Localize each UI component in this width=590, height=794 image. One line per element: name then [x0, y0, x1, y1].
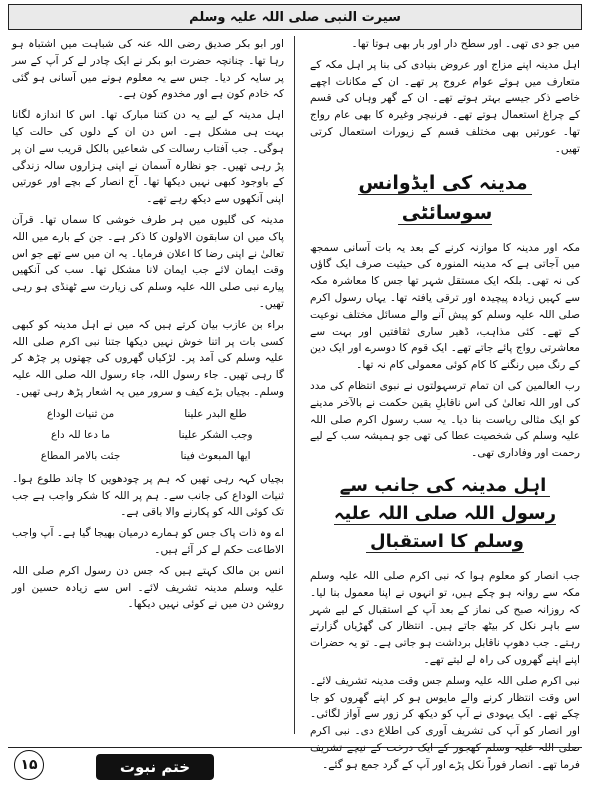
page-number: ۱۵ — [14, 750, 44, 780]
paragraph: مدینہ کی گلیوں میں ہر طرف خوشی کا سماں تھا۔ قرآن پاک میں ان سابقون الاولون کا ذکر ہے۔ جن کے بارے میں اللہ تعالیٰ نے اپنی رضا کا اعلان فرمایا۔ یہ ان میں سے تھے جو اس وقت ایمان لائے جب ایمان لانا مشکل تھا۔ سب کی آنکھیں پیارے نبی صلی اللہ علیہ وسلم کی زیارت سے ٹھنڈی ہو رہی تھیں۔ — [12, 213, 284, 310]
paragraph: نبی اکرم صلی اللہ علیہ وسلم جس وقت مدینہ تشریف لائے۔ اس وقت انتظار کرنے والے مایوس ہو کر اپنے گھروں کو جا چکے تھے۔ ایک یہودی نے آپ کو دیکھ کر زور سے آواز لگائی۔ اور انصار کو آپ کی تشریف آوری کی اطلاع دی۔ نبی اکرم صلی اللہ علیہ وسلم کھجور کے ایک درخت کے نیچے تشریف فرما تھے۔ انصار فوراً نکل پڑے اور آپ کے گرد جمع ہو گئے۔ — [310, 674, 580, 771]
poem-verse: جئت بالامر المطاع — [40, 449, 121, 462]
paragraph: بچیاں کہہ رہی تھیں کہ ہم پر چودھویں کا چاند طلوع ہوا۔ ثنیات الوداع کی جانب سے۔ ہم پر اللہ کا شکر واجب ہے جب تک کوئی اللہ کو پکارنے والا باقی ہے۔ — [12, 472, 284, 519]
left-column — [12, 36, 284, 732]
paragraph: مکہ اور مدینہ کا موازنہ کرنے کے بعد یہ بات آسانی سمجھ میں آجاتی ہے کہ مدینہ المنورہ کی حیثیت صرف ایک گاؤں کی نہ تھی۔ بلکہ ایک مستقل شہر تھا جس کا معاشرہ مکہ سے کہیں زیادہ پیچیدہ اور ترقی یافتہ تھا۔ یہاں رسول اکرم صلی اللہ علیہ وسلم کو پیش آنے والے مسائل مختلف نوعیت کے تھے۔ کئی مذاہب، ڈھیر ساری ثقافتیں اور بہت سے معاشرتی رواج پائے جاتے تھے۔ ایک قوم کا دوسرے اور ایک دین کے رنگ میں رنگنے کا کام کوئی معمولی کام نہ تھا۔ — [310, 241, 580, 372]
right-column — [310, 36, 580, 771]
column-divider — [294, 36, 295, 734]
magazine-logo: ختم نبوت — [96, 754, 214, 780]
poem-verse: من ثنیات الوداع — [46, 407, 115, 420]
paragraph: میں جو دی تھی۔ اور سطح دار اور بار بھی ہوتا تھا۔ — [351, 38, 580, 50]
poem-verse: وجب الشکر علینا — [178, 428, 253, 441]
section-heading — [310, 168, 580, 228]
paragraph: اہل مدینہ کے لیے یہ دن کتنا مبارک تھا۔ اس کا اندازہ لگانا بہت ہی مشکل ہے۔ اس دن ان کے دلوں کی حالت کیا ہوگی۔ جب آفتاب رسالت کی شعاعیں بالکل قریب سے ان پر پڑ رہی تھیں۔ جو نظارہ آسمان نے اپنی ہزاروں سالہ زندگی کے باوجود کبھی نہیں دیکھا تھا۔ آج انصار کے بچے اور عورتیں اپنی آنکھوں سے دیکھ رہے تھے۔ — [12, 109, 284, 206]
page-footer — [8, 747, 582, 786]
poem-verses — [20, 405, 276, 465]
paragraph: براء بن عازب بیان کرتے ہیں کہ میں نے اہل مدینہ کو کبھی کسی بات پر اتنا خوش نہیں دیکھا جتنا نبی اکرم صلی اللہ علیہ وسلم کی آمد پر۔ لڑکیاں گھروں کی چھتوں پر چڑھ کر گا رہی تھیں۔ جاء رسول اللہ، جاء رسول اللہ صلی اللہ علیہ وسلم۔ بچیاں بڑے کیف و سرور میں یہ اشعار پڑھ رہی تھیں۔ — [12, 318, 284, 398]
section-heading-text: مدینہ کی ایڈوانس سوسائٹی — [358, 172, 531, 225]
header-title: سیرت النبی صلی اللہ علیہ وسلم — [189, 9, 401, 25]
paragraph: اے وہ ذات پاک جس کو ہمارے درمیان بھیجا گیا ہے۔ آپ واجب الاطاعت حکم لے کر آئے ہیں۔ — [12, 527, 284, 556]
section-heading-text: اہل مدینہ کی جانب سے رسول اللہ صلی اللہ علیہ وسلم کا استقبال — [333, 474, 557, 552]
poem-verse: ما دعا للہ داع — [50, 428, 111, 441]
paragraph: انس بن مالک کہتے ہیں کہ جس دن رسول اکرم صلی اللہ علیہ وسلم مدینہ تشریف لائے۔ اس سے زیادہ حسین اور روشن دن میں نے کوئی نہیں دیکھا۔ — [12, 564, 284, 611]
poem-verse: طلع البدر علینا — [184, 407, 247, 420]
section-heading — [310, 472, 580, 556]
paragraph: اور ابو بکر صدیق رضی اللہ عنہ کی شباہت میں اشتباہ ہو رہا تھا۔ چنانچہ حضرت ابو بکر نے ایک چادر لے کر آپ کے سر پر سایہ کر دیا۔ جس سے یہ معلوم ہونے میں آسانی ہو گئی کہ خادم کون ہے اور مخدوم کون ہے۔ — [12, 38, 284, 101]
paragraph: اہل مدینہ اپنے مزاج اور عروض بنیادی کی بنا پر اہل مکہ کے متعارف میں ہوئے عوام عروج پر تھے۔ ان کے مکانات اچھے خاصے ذکر جیسے بہتر ہوتے تھے۔ ان کے گھر وہاں کی قسم کے چراغ استعمال ہوتے تھے۔ فرنیچر وغیرہ کا بھی عام رواج تھا۔ عورتیں بھی مختلف قسم کے زیورات استعمال کرتی تھیں۔ — [310, 58, 580, 155]
paragraph: جب انصار کو معلوم ہوا کہ نبی اکرم صلی اللہ علیہ وسلم مکہ سے روانہ ہو چکے ہیں، تو انہوں نے اپنا معمول بنا لیا۔ کہ روزانہ صبح کی نماز کے بعد آپ کے استقبال کے لیے شہر سے باہر نکل کر بیٹھ جاتے ہیں۔ انتظار کی گھڑیاں گزارتے رہتے۔ جب دھوپ ناقابل برداشت ہو جاتی ہے۔ تو یہ حضرات اپنے اپنے گھروں کی راہ لے لیتے تھے۔ — [310, 569, 580, 666]
paragraph: رب العالمین کی ان تمام ترسہولتوں نے نبوی انتظام کی مدد کی اور اللہ تعالیٰ کی اس ناقابلِ یقین حکمت نے بالآخر مدینے کو ایک مثالی ریاست بنا دیا۔ یہ سب رسول اکرم صلی اللہ علیہ وسلم کی شخصیت عطا کی تھی جو ہمیشہ سب کے لیے رحمت اور وفاداری تھی۔ — [310, 379, 580, 460]
running-header — [8, 4, 582, 30]
poem-verse: ایھا المبعوث فینا — [180, 449, 251, 462]
